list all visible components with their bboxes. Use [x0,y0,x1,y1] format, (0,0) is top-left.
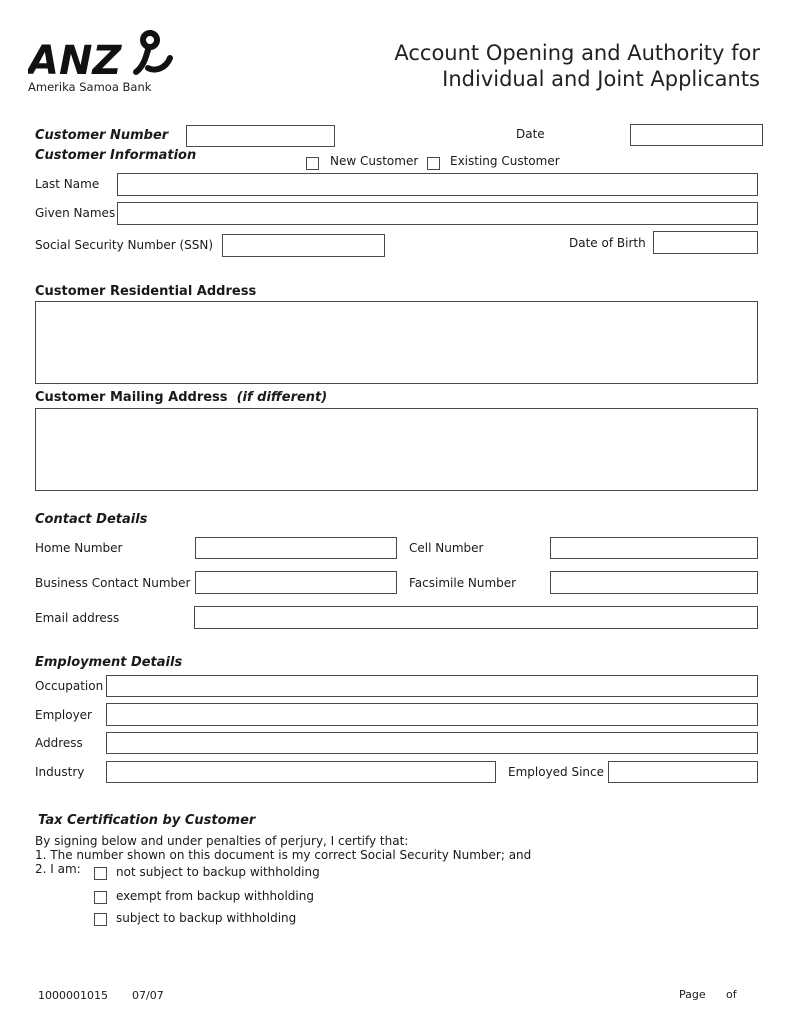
occupation-label: Occupation [35,679,104,693]
date-label: Date [516,127,545,141]
facsimile-number-label: Facsimile Number [409,576,517,590]
page-title [394,40,760,92]
page-label: Page [679,988,706,1001]
employed-since-input[interactable] [608,761,758,783]
subject-backup-checkbox[interactable] [94,913,107,926]
customer-number-input[interactable] [186,125,335,147]
employer-label: Employer [35,708,92,722]
anz-logo [28,28,178,78]
industry-label: Industry [35,765,85,779]
employment-details-heading: Employment Details [35,655,183,670]
home-number-label: Home Number [35,541,123,555]
tax-statement-line-1: By signing below and under penalties of perjury, I certify that: [35,834,409,848]
email-address-label: Email address [35,611,120,625]
logo-text: ANZ [28,38,122,78]
new-customer-label: New Customer [330,154,419,168]
mailing-address-heading [35,390,327,405]
cell-number-label: Cell Number [409,541,484,555]
exempt-backup-label: exempt from backup withholding [116,889,314,903]
industry-input[interactable] [106,761,496,783]
customer-number-label: Customer Number [35,128,169,143]
residential-address-heading: Customer Residential Address [35,284,257,299]
mailing-address-heading-text: Customer Mailing Address [35,390,228,405]
last-name-input[interactable] [117,173,758,196]
form-number: 1000001015 [38,989,108,1002]
bank-name: Amerika Samoa Bank [28,80,152,94]
employment-address-label: Address [35,736,83,750]
residential-address-input[interactable] [35,301,758,384]
mailing-address-note: (if different) [236,390,328,405]
title-line-2: Individual and Joint Applicants [442,67,760,91]
exempt-backup-checkbox[interactable] [94,891,107,904]
customer-information-heading: Customer Information [35,148,197,163]
existing-customer-label: Existing Customer [450,154,560,168]
employer-input[interactable] [106,703,758,726]
employment-address-input[interactable] [106,732,758,754]
last-name-label: Last Name [35,177,100,191]
business-contact-input[interactable] [195,571,397,594]
home-number-input[interactable] [195,537,397,559]
occupation-input[interactable] [106,675,758,697]
cell-number-input[interactable] [550,537,758,559]
email-address-input[interactable] [194,606,758,629]
mailing-address-input[interactable] [35,408,758,491]
of-label: of [726,988,737,1001]
not-subject-backup-label: not subject to backup withholding [116,865,320,879]
new-customer-checkbox[interactable] [306,157,319,170]
tax-certification-heading: Tax Certification by Customer [38,813,256,828]
anz-logo-icon [28,28,178,78]
facsimile-number-input[interactable] [550,571,758,594]
business-contact-label: Business Contact Number [35,576,191,590]
tax-statement-line-2: 1. The number shown on this document is my correct Social Security Number; and [35,848,532,862]
date-of-birth-input[interactable] [653,231,758,254]
existing-customer-checkbox[interactable] [427,157,440,170]
employed-since-label: Employed Since [508,765,605,779]
given-names-input[interactable] [117,202,758,225]
ssn-input[interactable] [222,234,385,257]
ssn-label: Social Security Number (SSN) [35,238,214,252]
not-subject-backup-checkbox[interactable] [94,867,107,880]
subject-backup-label: subject to backup withholding [116,911,297,925]
date-of-birth-label: Date of Birth [569,236,646,250]
contact-details-heading: Contact Details [35,512,148,527]
given-names-label: Given Names [35,206,116,220]
form-date: 07/07 [132,989,164,1002]
title-line-1: Account Opening and Authority for [394,41,760,65]
date-input[interactable] [630,124,763,146]
tax-statement-line-3: 2. I am: [35,862,81,876]
